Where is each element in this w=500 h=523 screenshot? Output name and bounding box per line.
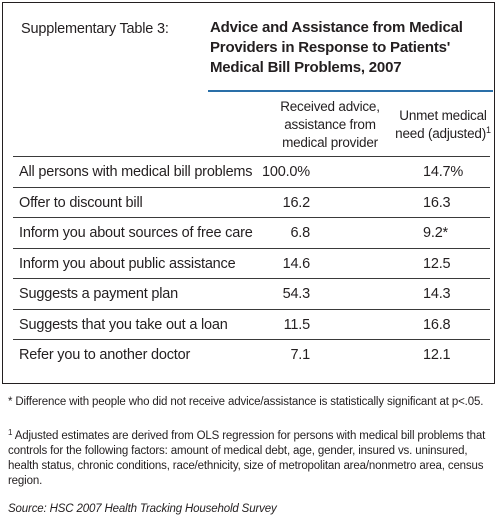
row-value-received: 11.5 [283, 316, 310, 333]
row-divider [13, 248, 490, 249]
row-value-received: 7.1 [290, 347, 310, 363]
column-header-unmet [389, 107, 497, 143]
row-label: Suggests that you take out a loan [19, 316, 228, 333]
table-frame [2, 2, 495, 384]
table-row [3, 341, 498, 371]
row-value-received: 6.8 [290, 225, 310, 241]
row-divider [13, 187, 490, 188]
table-row [3, 311, 498, 341]
column-header-received [265, 98, 395, 152]
row-divider [13, 278, 490, 279]
row-value-unmet: 12.1 [423, 347, 451, 363]
row-divider [13, 339, 490, 340]
footnote-significance: * Difference with people who did not receive advice/assistance is statistically significant at p<.05. [8, 396, 484, 408]
row-label: Suggests a payment plan [19, 286, 179, 302]
row-value-received: 14.6 [282, 255, 310, 272]
table-label: Supplementary Table 3: [21, 21, 169, 37]
row-value-unmet: 16.3 [423, 194, 451, 211]
table-row [3, 250, 498, 280]
row-value-received: 54.3 [282, 286, 310, 302]
table-row [3, 189, 498, 219]
table-row [3, 219, 498, 249]
table-row [3, 280, 498, 310]
column-header-unmet-note: 1 [486, 125, 491, 135]
row-label: All persons with medical bill problems [19, 164, 253, 180]
row-divider [13, 217, 490, 218]
footnote-adjusted-text: Adjusted estimates are derived from OLS regression for persons with medical bill problems that controls for the following factors: amount of medical debt, age, gender, insured vs. uninsured, health status, chronic conditions, race/ethnicity, size of metropolitan area/nonmetro area, census region. [8, 430, 486, 487]
title-underline [208, 90, 493, 92]
row-label: Offer to discount bill [19, 194, 143, 211]
row-value-unmet: 14.7% [423, 164, 464, 180]
row-value-received: 100.0% [262, 164, 310, 180]
table-row [3, 158, 498, 188]
row-value-received: 16.2 [282, 194, 310, 211]
row-label: Inform you about public assistance [19, 255, 236, 272]
row-label: Refer you to another doctor [19, 347, 191, 363]
footnote-adjusted-marker: 1 [8, 428, 13, 437]
footnote-adjusted [8, 429, 492, 489]
column-header-received-label: Received advice, assistance from medical provider [280, 99, 380, 150]
row-value-unmet: 12.5 [423, 255, 451, 272]
row-value-unmet: 9.2* [423, 225, 448, 241]
source-note: Source: HSC 2007 Health Tracking Household Survey [8, 503, 277, 515]
row-value-unmet: 14.3 [423, 286, 451, 302]
row-divider [13, 156, 490, 157]
table-title: Advice and Assistance from Medical Providers in Response to Patients' Medical Bill Problems, 2007 [210, 19, 463, 76]
row-label: Inform you about sources of free care [19, 225, 253, 241]
row-value-unmet: 16.8 [423, 316, 451, 333]
column-header-unmet-label: Unmet medical need (adjusted) [395, 108, 487, 141]
row-divider [13, 309, 490, 310]
